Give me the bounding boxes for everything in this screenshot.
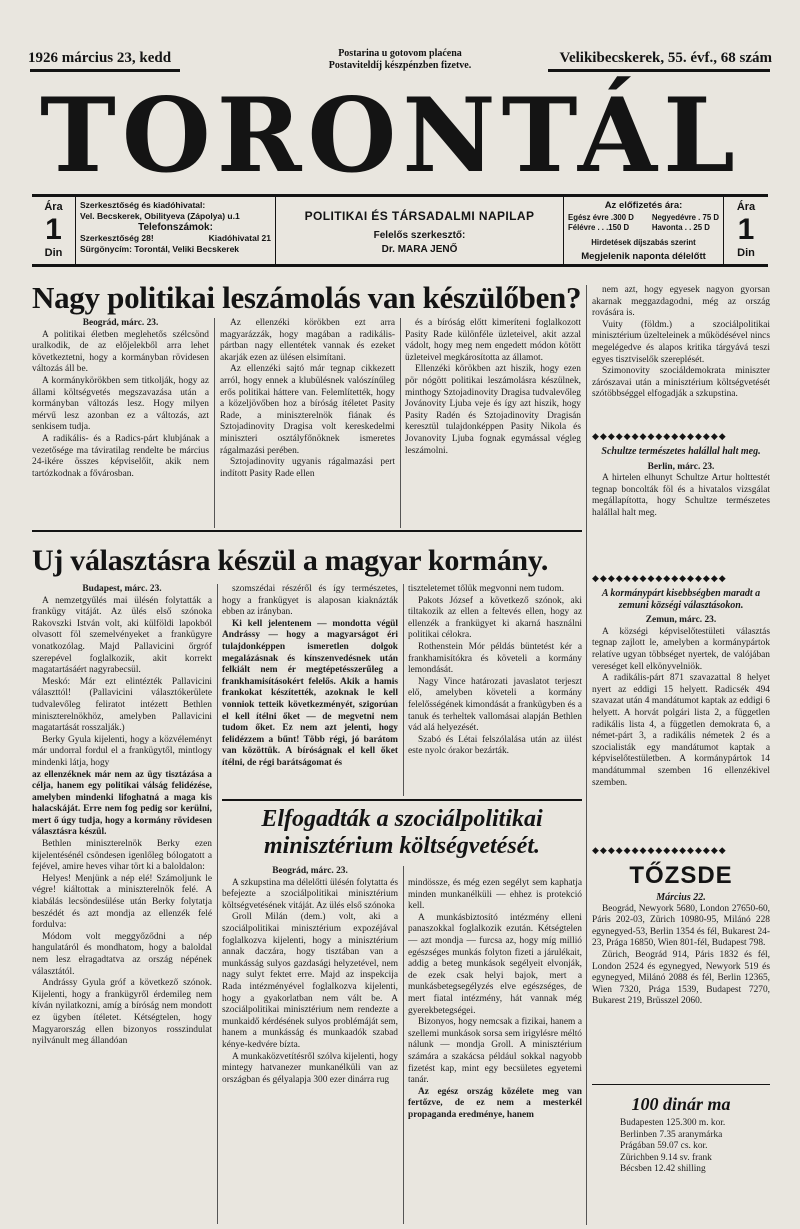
dinar-rate-berlin: Berlinben 7.35 aranymárka [620,1129,723,1140]
publication-info [276,197,564,264]
masthead-infobox [32,194,768,267]
editor-name: Dr. MARA JENŐ [381,244,458,255]
article3-col1-p2: Groll Milán (dem.) volt, aki a szociálpolitikai minisztérium expozéjával foglalkozva kijelenti, hogy a minisztérium annak daczára, hogy tisztában van a munkásság sulyos gazdasági helyzetével, nem nagy sulyt fektet erre. Majd az inspekcija Rada intézményével foglalkozva kijelenti, hogy a gyakorlatban nem vált be. A szociálpolitikai minisztérium nem rendezte a munkaidő kérdésének sulyos problémáját sem, hanem a munkásság és munkaadók szabad kénye-kedvére bízta. [222,912,398,1050]
article3-col2 [408,878,582,1224]
sidebar-top-text [592,285,770,425]
article1-col2-p2: Az ellenzéki sajtó már tegnap cikkezett arról, hogy ennek a klubülésnek valószínűleg erős politikai háttere van. Felemlítették, hogy a közeljövőben hoz a bíróság ítéletet Pasity Rade, a miniszterelnök fiának és Sztojadinovity Dragisa volt kereskedelmi miniszteri osztályfőnöknek ismeretes rágalmazási perében. [220,364,395,456]
issue-date: 1926 március 23, kedd [28,50,172,66]
editorial-info [76,197,276,264]
tozsde-text-p2: Zürich, Beográd 914, Páris 1832 és fél, London 2524 és egynegyed, Newyork 519 és egynegyed, Milánó 2088 és fél, Berlin 12365, Wien 7320, Prága 1539, Budapest 7270, Bukarest 219, Brüsszel 2060. [592,949,770,1007]
article3-headline [222,806,582,860]
telegram-address: Sürgönycím: Torontál, Veliki Becskerek [80,244,240,254]
zemun-text-p2: A radikális-párt 871 szavazattal 8 helyet nyert az eddigi 15 helyett. Radicsék 494 szavazat után 4 mandátumot kaptak az eddigi 6 helyett. A horvát polgári lista 2, a független radikális lista 4, a független demokrata 6, a német-párt 3, a radikális németek 2 és a szocialisták egy mandátumot kaptak a képviselőtestületben. A kormánypártok 14 mandátummal szemben 16 ellenzékivel szemben. [592,673,770,788]
article2-col3-p3: Rothenstein Mór példás büntetést kér a frankhamisítókra és követeli a kormány lemondását. [408,641,582,676]
article2-dateline: Budapest, márc. 23. [82,584,162,594]
article1-col1-p2: A kormánykörökben sem titkolják, hogy az állami költségvetés megszavazása után a kormányban változás lesz. Hogy milyen mérvű lesz azonban ez a változás, azt senkisem tudja. [32,375,209,433]
price-value: 1 [45,213,62,246]
price-box-right [724,197,768,264]
article2-col1-p7: Módom volt meggyőződni a nép hangulatáról és mondhatom, hogy a baloldal nem lesz elragadtatva az ország népének választától. [32,931,212,977]
article3-col2-p3: Bizonyos, hogy nemcsak a fizikai, hanem a szellemi munkások sorsa sem irigylésre méltó nálunk — mondja Groll. A minisztérium számára a szakácsa például sokkal nagyobb fizetést kap, mint egy becsületes egyetemi tanár. [408,1017,582,1086]
article2-headline: Uj választásra készül a magyar kormány. [32,544,549,577]
article2-col1 [32,584,212,1224]
postal-note-line1: Postarina u gotovom plaćena [338,48,462,59]
article2-col2-p2: Ki kell jelentenem — mondotta végül Andrássy — hogy a magyarságot éri tulajdonképpen ismeretlen dolgok megalázásnak és kínszenvedésnek után felkiált nem ér megtépetésszerűleg a frankhamisításokért felelős. Akik a hamis frankokat készítették, azoknak le kell vonniok tetteik következményét, szigorúan el kell ítélni őket — de megvetni nem tudom őket. Ez nem azt jelenti, hogy felidézzem a bűnt! Több régi, jó barátom van közöttük. A bíróságnak el kell őket ítélni, de régi barátságomat és [222,618,398,768]
column-rule [400,318,401,528]
schultze-headline: Schultze természetes halállal halt meg. [601,446,761,457]
article2-col3-p5: Szabó és Létai felszólalása után az ülést este nyolc órakor bezárták. [408,734,582,757]
schultze-article [592,446,770,566]
editorial-title: Szerkesztőség és kiadóhivatal: [80,200,206,210]
article1-col2-p1: Az ellenzéki körökben ezt arra magyarázzák, hogy magában a radikális-pártban nagy ellentétek vannak és ezeket akarják ezen az ülésen elsimítani. [220,318,395,363]
schultze-text: A hirtelen elhunyt Schultze Artur holttestét tegnap boncolták föl és a hivatalos vizsgálat megállapította, hogy Schultze természetes halállal halt meg. [592,473,770,518]
article2-col1-p4: az ellenzéknek már nem az ügy tisztázása a célja, hanem egy politikai válság felidézése, amelyben mindenki lifoghatná a maga kis halacskáját. Erre nem fog pedig sor kerülni, mert ő úgy tudja, hogy a kormány rövidesen választásra készül. [32,769,212,838]
dinar-title: 100 dinár ma [631,1094,731,1114]
price-unit: Din [44,247,63,259]
article3-headline-line1: Elfogadták a szociálpolitikai [261,806,543,832]
price-label-right: Ára [736,201,756,213]
editor-label: Felelős szerkesztő: [373,230,466,241]
article2-col1-p6: Helyes! Menjünk a nép elé! Számoljunk le végre! kiáltottak a miniszterelnök felé. A kiabálás lecsöndesülése után Berky folytatja beszédét és azt mondja az ellenzék felé fordulva: [32,873,212,931]
newspaper-title: TORONTÁL [40,76,741,196]
article2-bottom-rule [222,799,582,801]
article1-bottom-rule [32,530,582,532]
phones-row [80,233,271,244]
article1-col3 [405,318,581,528]
article2-col1-p1: A nemzetgyűlés mai ülésén folytatták a frankügy vitáját. Az ülés első szónoka Rakovszki István volt, aki külföldi lapokból olvasott föl szemelvényeket a frankügyre vonatkozólag. Majd Pallavicini őrgróf szerepével foglalkozik, akit korrekt magatartásáért nagyrabecsül. [32,595,212,676]
article3-col2-p4: Az egész ország közélete meg van fertőzve, de ez nem a mesterkél propaganda eredménye, hanem [408,1086,582,1120]
article2-col3-p2: Pakots József a következő szónok, aki tiltakozik az ellen a feltevés ellen, hogy az ellenzék a frankügyet ki akarná használni politikai célokra. [408,595,582,641]
sidebar-divider [592,1084,770,1085]
phone-editorial: Szerkesztőség 28! [80,233,154,243]
tozsde-title: TŐZSDE [629,862,733,889]
article2-col2 [222,584,398,796]
subtitle: POLITIKAI ÉS TÁRSADALMI NAPILAP [304,209,535,223]
subscription-prices [568,213,719,233]
article2-col2-p1: szomszédai részéről és így természetes, hogy a frankügyet is alaposan kiaknázták ebben az irányban. [222,584,398,618]
article3-col1-p3: A munkaközvetítésről szólva kijelenti, hogy mintegy hatvanezer munkanélküli van az országban és gélyalapja 300 ezer dinárra rug [222,1051,398,1085]
editorial-address: Vel. Becskerek, Obilityeva (Zápolya) u.1 [80,211,240,221]
dinar-rate-becs: Bécsben 12.42 shilling [620,1164,706,1175]
city-volume: Velikibecskerek, 55. évf., 68 szám [559,50,772,66]
tozsde-section [592,892,770,1082]
subscription-title: Az előfizetés ára: [604,200,683,211]
zemun-article [592,588,770,840]
price-value-right: 1 [737,213,755,246]
article1-dateline: Beográd, márc. 23. [82,318,159,328]
price-box-left [32,197,76,264]
article1-col2-p3: Sztojadinovity ugyanis rágalmazási pert indított Pasity Rade ellen [220,457,395,479]
sub-quarter: Negyedévre . 75 D [651,213,719,222]
dinar-rates [620,1118,770,1188]
article2-col3 [408,584,582,796]
masthead-rule-left [30,69,180,72]
sidebar-rule [586,285,587,1225]
zemun-dateline: Zemun, márc. 23. [645,615,717,626]
postal-note-line2: Postaviteldíj készpénzben fizetve. [328,60,472,71]
zemun-text-p1: A községi képviselőtestületi választás tegnap zajlott le, amelyben a kormánypártok relatíve ugyan többséget nyertek, de valójában vereséget kell elkönyvelniök. [592,626,770,672]
sidebar-top-p1: nem azt, hogy egyesek nagyon gyorsan akarnak meggazdagodni, még az ország rovására is. [592,285,770,319]
ads-note: Hirdetések díjszabás szerint [591,238,696,247]
article3-dateline: Beográd, márc. 23. [272,866,348,876]
ornament-divider: ◆◆◆◆◆◆◆◆◆◆◆◆◆◆◆◆◆ [592,846,727,856]
article2-col3-p4: Nagy Vince határozati javaslatot terjeszt elő, amelyben követeli a kormány felelősségének kimondását a frankügyben és a tanuk és terheltek vallomásai alapján Bethlen vád alá helyezését. [408,676,582,734]
article1-col3-p1: és a bíróság előtt kimeríteni foglalkozott Pasity Rade különféle üzleteivel, akit azzal vádolt, hogy meg nem engedett módon kötött üzleteivel megkárosította az államot. [405,318,581,363]
article1-col1 [32,318,209,528]
article2-col3-p1: tiszteletemet tőlük megvonni nem tudom. [408,584,564,594]
sub-half: Félévre . . .150 D [568,223,630,232]
column-rule [403,584,404,796]
schultze-dateline: Berlin, márc. 23. [647,461,715,472]
dinar-rate-budapest: Budapesten 125.300 m. kor. [620,1118,726,1128]
article1-col2 [220,318,395,528]
sub-month: Havonta . . 25 D [651,223,710,232]
sub-year: Egész évre .300 D [568,213,634,222]
column-rule [217,584,218,1224]
sidebar-top-p2: Vuity (földm.) a szociálpolitikai minisztérium üzelteleinek a működésével nincs megelégedve és alapos kritika tárgyává teszi egyes tisztviselők szereplését. [592,319,770,365]
subscription-info [564,197,724,264]
article3-col2-p1: mindössze, és még ezen segélyt sem kaphatja minden munkanélküli — ehhez is protekció kell. [408,878,582,912]
article1-col1-p3: A radikális- és a Radics-párt klubjának a vezetősége ma táviratilag rendelte be március 24-ikére összes képviselőit, akik nem tartózkodnak a fővárosban. [32,433,209,479]
article1-headline: Nagy politikai leszámolás van készülőben? [32,280,582,315]
price-unit-right: Din [737,247,755,259]
dinar-rate-praga: Prágában 59.07 cs. kor. [620,1141,708,1152]
ornament-divider: ◆◆◆◆◆◆◆◆◆◆◆◆◆◆◆◆◆ [592,432,727,442]
zemun-headline: A kormánypárt kisebbségben maradt a zemuni községi választásokon. [601,588,761,611]
article3-col2-p2: A munkásbiztosító intézmény elleni panaszokkal foglalkozik ezután. Kétségtelen — azt mondja — furcsa az, hogy míg millió egészséges munkás folyton fizeti a járulékait, addig a beteg munkások segélyeit elvonják, de ezek csak helyi bajok, mert a munkásbetegsegélyzés elve egészséges, de mert fiatal intézmény, hát vannak még gyerekbetegségei. [408,912,582,1016]
article3-col1 [222,866,398,1224]
dinar-rate-zurich: Zürichben 9.14 sv. frank [620,1152,712,1163]
phones-title: Telefonszámok: [138,222,213,233]
tozsde-date: Március 22. [656,892,706,903]
article1-col1-p1: A politikai életben meglehetős szélcsönd uralkodik, de az előjelekből arra lehet következtetni, hogy a kormányban rövidesen változás áll be. [32,329,209,375]
column-rule [403,866,404,1224]
daily-note: Megjelenik naponta délelőtt [581,251,706,262]
article3-headline-line2: minisztérium költségvetését. [264,833,540,859]
article2-col1-p8: Andrássy Gyula gróf a következő szónok. Kijelenti, hogy a frankügyről érdemileg nem kíván nyilatkozni, amíg a bíróság nem mondott ez ügyben ítéletet. Kétségtelen, hogy Magyarország ellen bizonyos rosszindulat nyilvánult meg állandóan [32,978,212,1047]
article2-col1-p3: Berky Gyula kijelenti, hogy a közvéleményt már undorral fordul el a frankügytől, mintlogy mindenki látja, hogy [32,734,212,768]
masthead-rule-right [548,69,770,72]
column-rule [214,318,215,528]
article1-col3-p2: Ellenzéki körökben azt hiszik, hogy ezen pör nógött politikai leszámolásra készülnek, minthogy Sztojadinovity Dragisa tudvalevőleg Jovánovity Ljuba veje és így azt hiszik, hogy Pasity Radén és Sztojadinovity Dragisán keresztül tulajdonképpen Pasity Nikola és Jovanovity Ljuba fognak egymással végleg leszámolni. [405,364,581,456]
article3-col1-p1: A szkupstina ma délelőtti ülésén folytatta és befejezte a szociálpolitikai minisztérium költségvetésének vitáját. Az ülés első szónoka [222,877,398,911]
article2-col1-p2: Meskó: Már ezt elintézték Pallavicini választtól! (Pallavicini választókerülete tudvalevőleg feliratot intézett Bethlen miniszterelnökhöz, amelyben Pallavicini magatartását rosszalják.) [32,676,212,734]
ornament-divider: ◆◆◆◆◆◆◆◆◆◆◆◆◆◆◆◆◆ [592,574,727,584]
tozsde-text-p1: Beográd, Newyork 5680, London 27650-60, Páris 202-03, Zürich 10980-95, Milánó 228 egynegyed-53, Berlin 1354 és fél, Bukarest 24-23, Prága 16850, Wien 801-fél, Budapest 798. [592,903,770,949]
phone-office: Kiadóhivatal 21 [208,233,271,243]
sidebar-top-p3: Szimonovity szociáldemokrata miniszter zárószavai után a minisztérium költségvetését szótöbbséggel elfogadják a szkupstina. [592,366,770,400]
article2-col1-p5: Bethlen miniszterelnök Berky ezen kijelentésénél csöndesen igenlőleg bólogatott a fejével, amire heves vihar tört ki a baloldalon: [32,839,212,873]
price-label: Ára [44,201,63,213]
